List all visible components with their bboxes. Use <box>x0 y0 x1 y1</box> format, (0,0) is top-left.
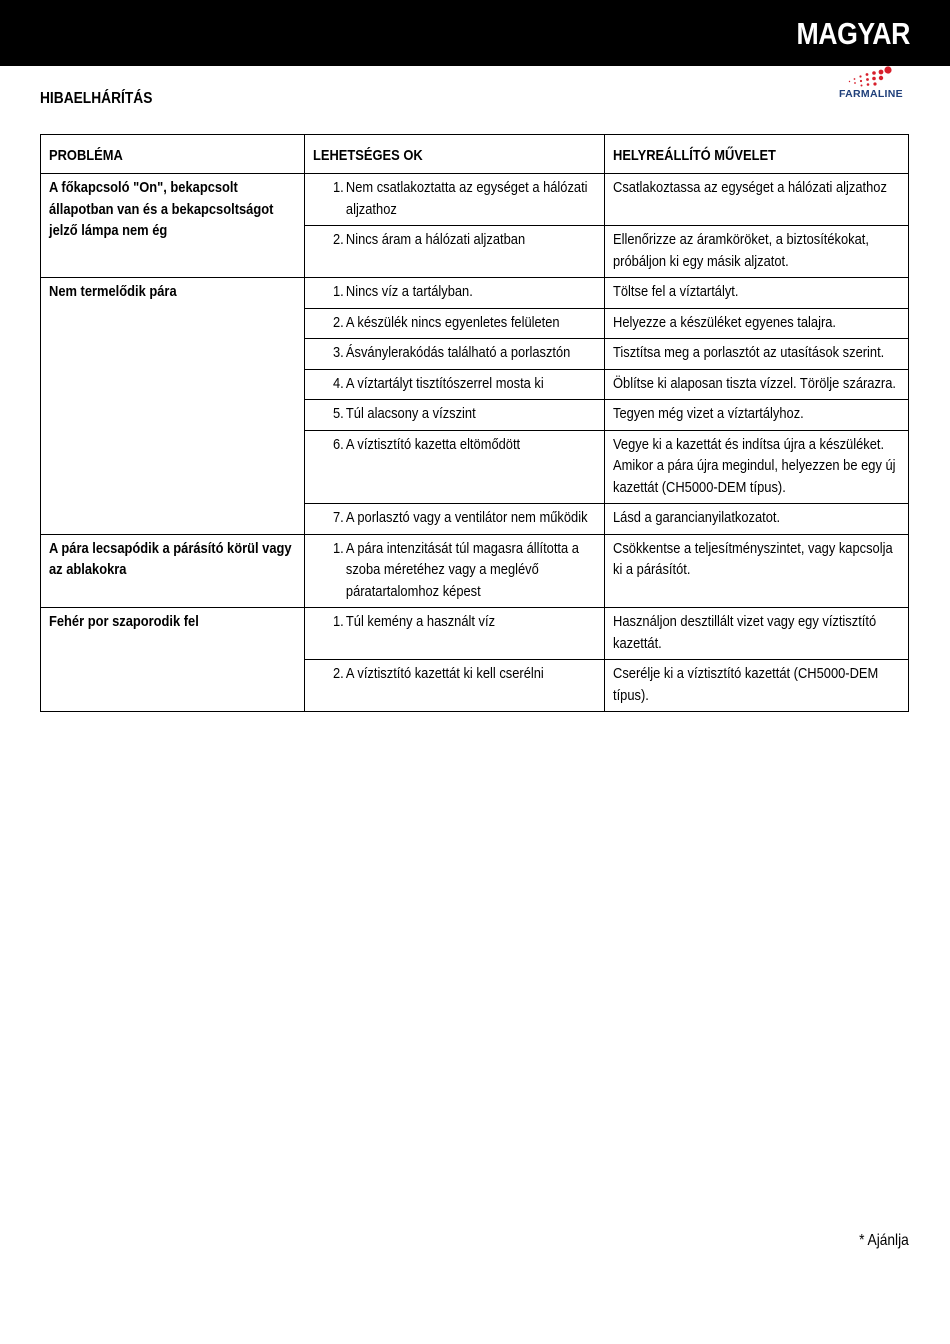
cause-number: 1. <box>333 179 344 196</box>
footnote: * Ajánlja <box>859 1232 909 1249</box>
cause-cell <box>305 226 605 278</box>
action-cell: Helyezze a készüléket egyenes talajra. <box>605 308 909 339</box>
cause-text: A készülék nincs egyenletes felületen <box>345 313 560 331</box>
cause-cell <box>305 534 605 608</box>
cause-cell <box>305 430 605 504</box>
cause-text: Ásványlerakódás található a porlasztón <box>345 344 571 361</box>
cause-number: 5. <box>333 405 344 422</box>
action-cell: Öblítse ki alaposan tiszta vízzel. Törölje szárazra. <box>605 369 909 400</box>
cause-text: Túl kemény a használt víz <box>345 613 496 630</box>
cause-text: Túl alacsony a vízszint <box>345 405 476 422</box>
cause-text: A porlasztó vagy a ventilátor nem működik <box>345 509 588 526</box>
header-bar <box>0 0 950 66</box>
cause-cell <box>305 369 605 400</box>
logo-text: FARMALINE <box>839 88 903 100</box>
cause-text: Nincs víz a tartályban. <box>345 283 473 300</box>
action-cell: Töltse fel a víztartályt. <box>605 278 909 309</box>
logo-dots-icon <box>848 66 894 88</box>
cause-number: 3. <box>333 344 344 361</box>
cause-cell <box>305 308 605 339</box>
cause-cell <box>305 608 605 660</box>
cause-cell <box>305 174 605 226</box>
column-header-cause: LEHETSÉGES OK <box>305 135 605 174</box>
column-header-action: HELYREÁLLÍTÓ MŰVELET <box>605 135 909 174</box>
cause-cell <box>305 278 605 309</box>
table-row <box>41 608 909 660</box>
table-row <box>41 534 909 608</box>
action-cell: Csökkentse a teljesítményszintet, vagy kapcsolja ki a párásítót. <box>605 534 909 608</box>
troubleshooting-table <box>40 134 909 712</box>
cause-number: 7. <box>333 509 344 526</box>
cause-number: 1. <box>333 539 344 557</box>
cause-text: A pára intenzitását túl magasra állította a szoba méretéhez vagy a meglévő páratartalomhoz képest <box>345 539 579 600</box>
action-cell: Ellenőrizze az áramköröket, a biztosítékokat, próbáljon ki egy másik aljzatot. <box>605 226 909 278</box>
cause-text: A víztartályt tisztítószerrel mosta ki <box>345 374 544 392</box>
problem-cell: Nem termelődik pára <box>41 278 305 535</box>
table-header-row <box>41 135 909 174</box>
column-header-problem: PROBLÉMA <box>41 135 305 174</box>
problem-cell: A pára lecsapódik a párásító körül vagy az ablakokra <box>41 534 305 608</box>
cause-text: Nem csatlakoztatta az egységet a hálózati aljzathoz <box>345 179 588 218</box>
cause-number: 4. <box>333 374 344 392</box>
cause-number: 2. <box>333 231 344 248</box>
cause-number: 1. <box>333 613 344 630</box>
action-cell: Vegye ki a kazettát és indítsa újra a készüléket. Amikor a pára újra megindul, helyezzen be egy új kazettát (CH5000-DEM típus). <box>605 430 909 504</box>
cause-number: 2. <box>333 313 344 331</box>
cause-text: Nincs áram a hálózati aljzatban <box>345 231 526 248</box>
action-cell: Tegyen még vizet a víztartályhoz. <box>605 400 909 431</box>
farmaline-logo <box>834 66 908 100</box>
action-cell: Cserélje ki a víztisztító kazettát (CH5000-DEM típus). <box>605 660 909 712</box>
cause-number: 1. <box>333 283 344 300</box>
action-cell: Használjon desztillált vizet vagy egy víztisztító kazettát. <box>605 608 909 660</box>
action-cell: Csatlakoztassa az egységet a hálózati aljzathoz <box>605 174 909 226</box>
cause-cell <box>305 339 605 370</box>
cause-cell <box>305 660 605 712</box>
cause-text: A víztisztító kazettát ki kell cserélni <box>345 665 544 682</box>
section-title: HIBAELHÁRÍTÁS <box>40 90 153 107</box>
cause-cell <box>305 400 605 431</box>
table-row <box>41 174 909 226</box>
cause-number: 6. <box>333 435 344 453</box>
problem-cell: Fehér por szaporodik fel <box>41 608 305 712</box>
cause-number: 2. <box>333 665 344 682</box>
cause-text: A víztisztító kazetta eltömődött <box>345 435 521 453</box>
table-row <box>41 278 909 309</box>
action-cell: Tisztítsa meg a porlasztót az utasítások szerint. <box>605 339 909 370</box>
action-cell: Lásd a garancianyilatkozatot. <box>605 504 909 535</box>
cause-cell <box>305 504 605 535</box>
language-label: MAGYAR <box>796 16 910 51</box>
problem-cell: A főkapcsoló "On", bekapcsolt állapotban van és a bekapcsoltságot jelző lámpa nem ég <box>41 174 305 278</box>
